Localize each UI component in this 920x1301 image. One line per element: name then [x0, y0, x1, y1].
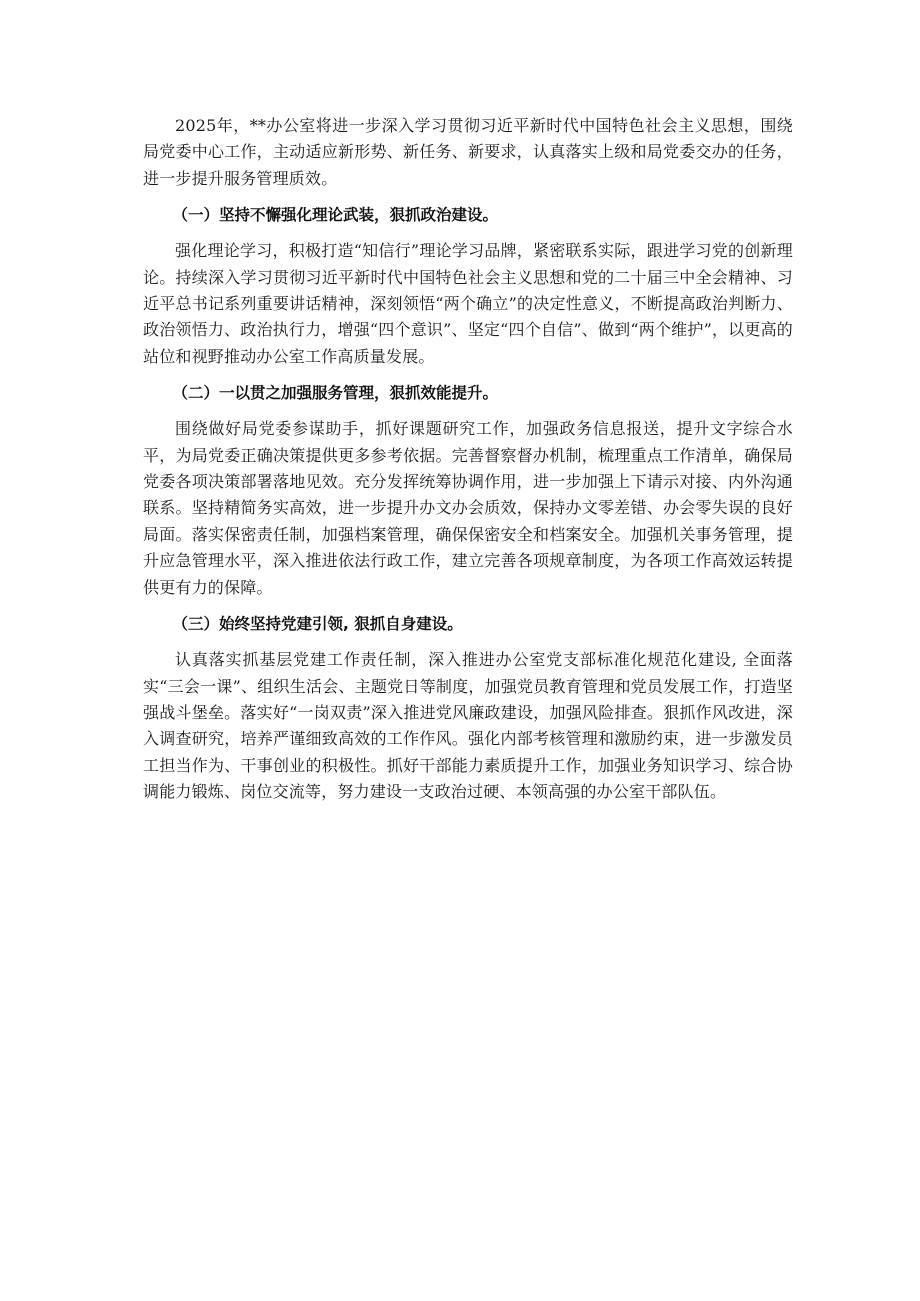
section-2-paragraph: 围绕做好局党委参谋助手，抓好课题研究工作，加强政务信息报送，提升文字综合水平，为局党委正确决策提供更多参考依据。完善督察督办机制，梳理重点工作清单，确保局党委各项决策部署落地见效。充分发挥统筹协调作用，进一步加强上下请示对接、内外沟通联系。坚持精简务实高效，进一步提升办文办会质效，保持办文零差错、办会零失误的良好局面。落实保密责任制，加强档案管理，确保保密安全和档案安全。加强机关事务管理，提升应急管理水平，深入推进依法行政工作，建立完善各项规章制度，为各项工作高效运转提供更有力的保障。 — [143, 419, 793, 597]
section-1-heading: （一）坚持不懈强化理论武装，狠抓政治建设。 — [172, 206, 498, 225]
section-3-heading: （三）始终坚持党建引领, 狠抓自身建设。 — [172, 615, 463, 634]
document-body — [143, 113, 793, 806]
section-3-paragraph: 认真落实抓基层党建工作责任制，深入推进办公室党支部标准化规范化建设, 全面落实“三会一课”、组织生活会、主题党日等制度，加强党员教育管理和党员发展工作，打造坚强战斗堡垒。落实好“一岗双责”深入推进党风廉政建设，加强风险排查。狠抓作风改进，深入调查研究，培养严谨细致高效的工作作风。强化内部考核管理和激励约束，进一步激发员工担当作为、干事创业的积极性。抓好干部能力素质提升工作，加强业务知识学习、综合协调能力锻炼、岗位交流等，努力建设一支政治过硬、本领高强的办公室干部队伍。 — [143, 650, 793, 802]
intro-paragraph: 2025年，**办公室将进一步深入学习贯彻习近平新时代中国特色社会主义思想，围绕局党委中心工作，主动适应新形势、新任务、新要求，认真落实上级和局党委交办的任务，进一步提升服务管理质效。 — [143, 116, 793, 188]
section-2-heading: （二）一以贯之加强服务管理，狠抓效能提升。 — [172, 384, 498, 403]
section-1-paragraph: 强化理论学习，积极打造“知信行”理论学习品牌，紧密联系实际，跟进学习党的创新理论。持续深入学习贯彻习近平新时代中国特色社会主义思想和党的二十届三中全会精神、习近平总书记系列重要讲话精神，深刻领悟“两个确立”的决定性意义，不断提高政治判断力、政治领悟力、政治执行力，增强“四个意识”、坚定“四个自信”、做到“两个维护”，以更高的站位和视野推动办公室工作高质量发展。 — [143, 241, 793, 366]
